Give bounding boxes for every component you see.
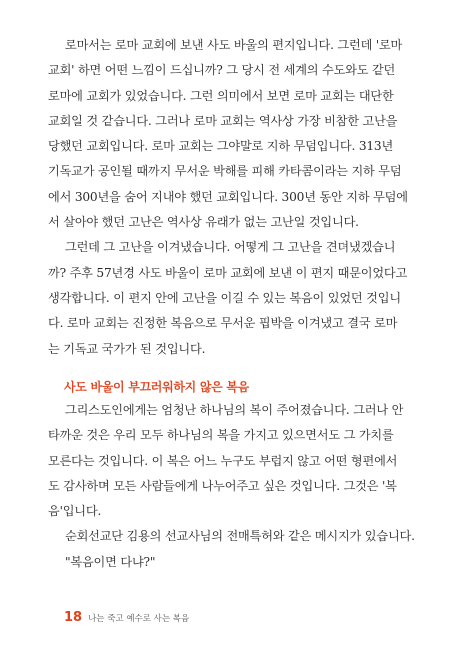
text-line: 순회선교단 김용의 선교사님의 전매특허와 같은 메시지가 있습니다. — [65, 529, 415, 544]
running-title: 나는 죽고 예수로 사는 복음 — [88, 614, 190, 624]
text-line: 까? 주후 57년경 사도 바울이 로마 교회에 보낸 이 편지 때문이었다고 — [48, 265, 408, 280]
text-line: 음'입니다. — [48, 504, 102, 519]
body-text-section-1 — [48, 33, 438, 362]
text-line: 기독교가 공인될 때까지 무서운 박해를 피해 카타콤이라는 지하 무덤 — [48, 164, 402, 179]
text-line: 는 기독교 국가가 된 것입니다. — [48, 341, 206, 356]
text-line: 다. 로마 교회는 진정한 복음으로 무서운 핍박을 이겨냈고 결국 로마 — [48, 316, 398, 331]
text-line: 당했던 교회입니다. 로마 교회는 그야말로 지하 무덤입니다. 313년 — [48, 139, 394, 154]
text-line: 에서 300년을 숨어 지내야 했던 교회입니다. 300년 동안 지하 무덤에 — [48, 189, 408, 204]
text-line: "복음이면 다냐?" — [65, 554, 156, 569]
page-footer — [64, 610, 189, 625]
text-line: 타까운 것은 우리 모두 하나님의 복을 가지고 있으면서도 그 가치를 — [48, 428, 394, 443]
section-heading: 사도 바울이 부끄러워하지 않은 복음 — [64, 380, 249, 394]
page-number: 18 — [64, 610, 83, 625]
text-line: 생각합니다. 이 편지 안에 고난을 이길 수 있는 복음이 있었던 것입니 — [48, 290, 401, 305]
text-line: 교회' 하면 어떤 느낌이 드십니까? 그 당시 전 세계의 수도와도 같던 — [48, 63, 396, 78]
text-line: 그런데 그 고난을 이겨냈습니다. 어떻게 그 고난을 견뎌냈겠습니 — [65, 240, 396, 255]
text-line: 서 살아야 했던 고난은 역사상 유래가 없는 고난일 것입니다. — [48, 215, 359, 230]
body-text-section-2 — [48, 398, 438, 575]
text-line: 모른다는 것입니다. 이 복은 어느 누구도 부럽지 않고 어떤 형편에서 — [48, 453, 398, 468]
text-line: 그리스도인에게는 엄청난 하나님의 복이 주어졌습니다. 그러나 안 — [65, 403, 404, 417]
text-line: 로마에 교회가 있었습니다. 그런 의미에서 보면 로마 교회는 대단한 — [48, 88, 394, 103]
text-line: 로마서는 로마 교회에 보낸 사도 바울의 편지입니다. 그런데 '로마 — [65, 38, 403, 52]
text-line: 교회일 것 같습니다. 그러나 로마 교회는 역사상 가장 비참한 고난을 — [48, 113, 398, 128]
text-line: 도 감사하며 모든 사람들에게 나누어주고 싶은 것입니다. 그것은 '복 — [48, 478, 397, 493]
